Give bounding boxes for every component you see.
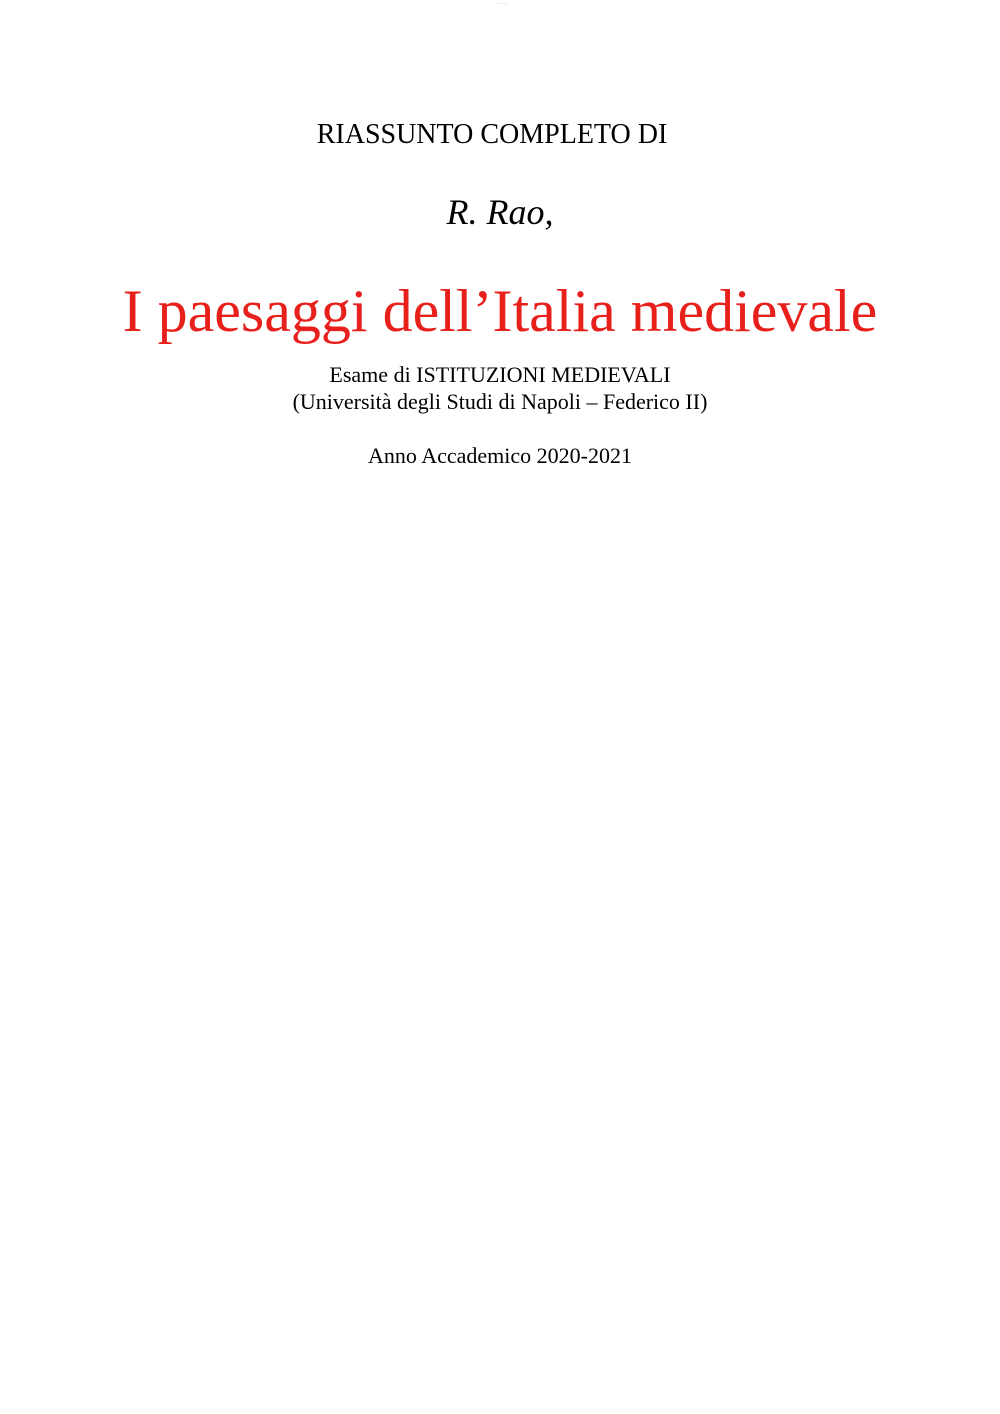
book-title: I paesaggi dell’Italia medievale: [122, 278, 878, 344]
university-name: (Università degli Studi di Napoli – Federico II): [292, 389, 708, 414]
exam-name: Esame di ISTITUZIONI MEDIEVALI: [329, 362, 671, 387]
summary-kicker: RIASSUNTO COMPLETO DI: [316, 119, 668, 150]
page-header-mark: — —: [497, 0, 507, 5]
academic-year: Anno Accademico 2020-2021: [368, 443, 632, 468]
author-name: R. Rao,: [446, 192, 554, 232]
